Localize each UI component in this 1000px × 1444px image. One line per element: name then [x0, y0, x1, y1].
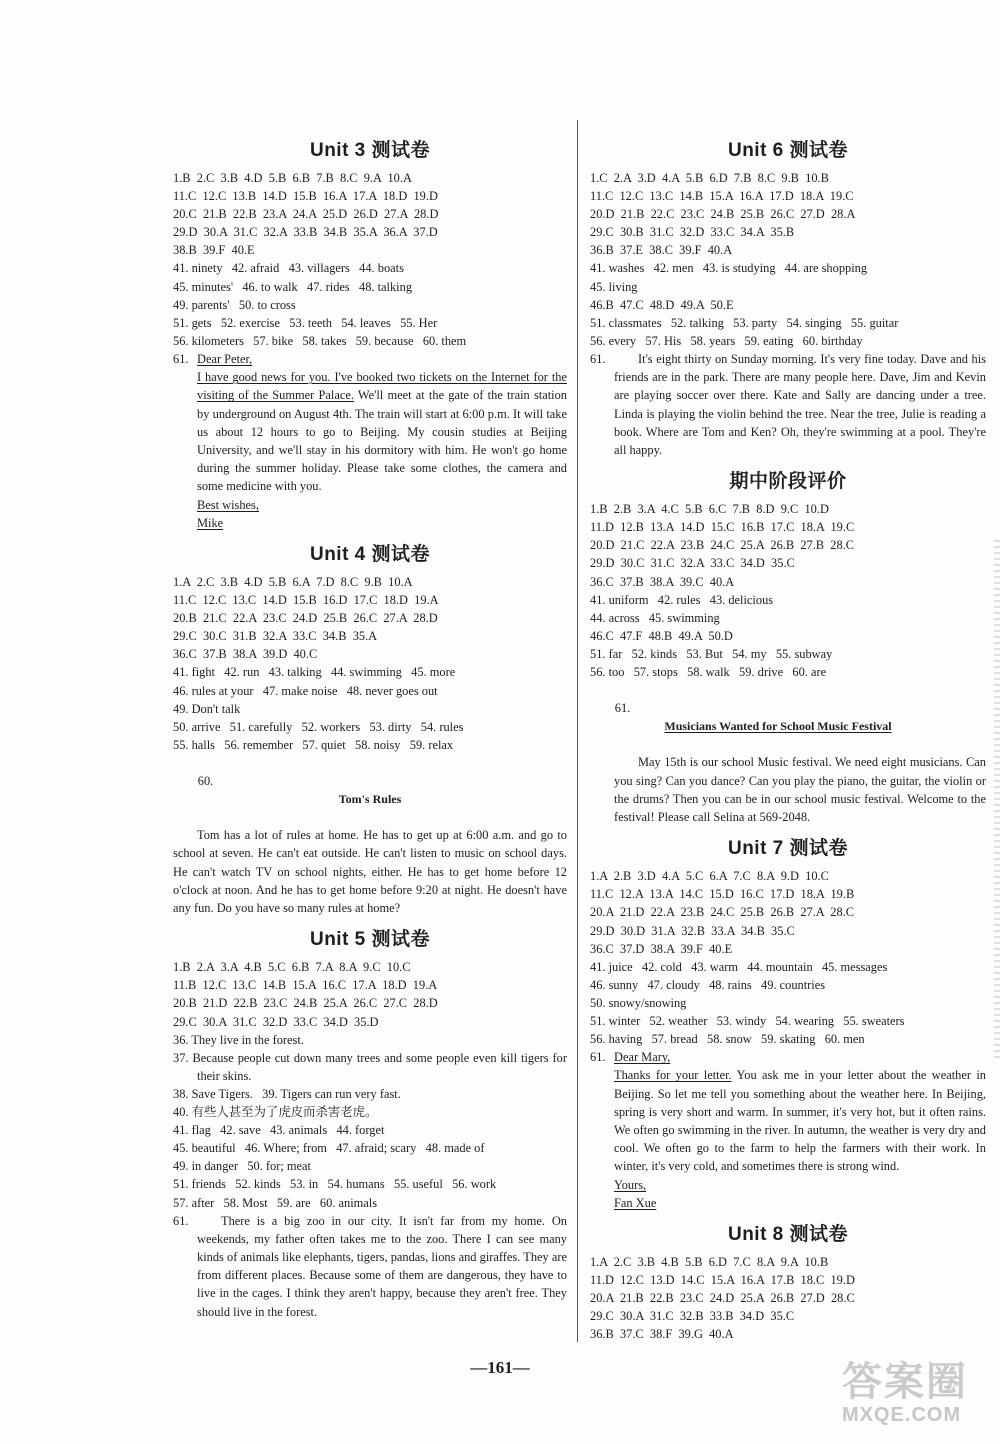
answer-row: 36.B 37.E 38.C 39.F 40.A [590, 243, 733, 258]
answer-rows [173, 573, 567, 754]
answer-row: 20.A 21.B 22.B 23.C 24.D 25.A 26.B 27.D 28.C [590, 1291, 855, 1306]
answer-rows [590, 1253, 986, 1343]
page-number: —161— [470, 1358, 530, 1377]
answer-row: 49. parents' 50. to cross [173, 297, 296, 312]
answer-row: 11.D 12.B 13.A 14.D 15.C 16.B 17.C 18.A 19.C [590, 520, 855, 535]
watermark-url: MXQE.COM [842, 1404, 962, 1426]
answer-row: 11.D 12.C 13.D 14.C 15.A 16.A 17.B 18.C 19.D [590, 1273, 855, 1288]
unit7-section [590, 836, 986, 1212]
letter-greeting: Dear Peter, [197, 351, 253, 366]
answer-row: 51. gets 52. exercise 53. teeth 54. leaves 55. Her [173, 315, 438, 330]
answer-row: 29.D 30.D 31.A 32.B 33.A 34.B 35.C [590, 923, 795, 938]
answer-row: 20.B 21.C 22.A 23.C 24.D 25.B 26.C 27.A 28.D [173, 611, 438, 626]
answer-row: 29.D 30.A 31.C 32.A 33.B 34.B 35.A 36.A 37.D [173, 225, 438, 240]
answer-row: 41. flag 42. save 43. animals 44. forget [173, 1123, 385, 1138]
answer-row: 1.B 2.B 3.A 4.C 5.B 6.C 7.B 8.D 9.C 10.D [590, 502, 829, 517]
answer-row: 20.D 21.C 22.A 23.B 24.C 25.A 26.B 27.B 28.C [590, 538, 855, 553]
answer-row: 11.B 12.C 13.C 14.B 15.A 16.C 17.A 18.D 19.A [173, 978, 438, 993]
section-title: Unit 4 测试卷 [309, 543, 431, 565]
answer-row: 51. friends 52. kinds 53. in 54. humans 55. useful 56. work [173, 1177, 497, 1192]
watermark-logo-text: 答案圈 [842, 1360, 968, 1404]
essay-body: Tom has a lot of rules at home. He has to get up at 6:00 a.m. and go to school at seven. He can't eat outside. He can't listen to music on school days. He can't watch TV on school nights, either. He has to get home before 12 o'clock at noon. And he has to get home before 9:20 at night. He doesn't have any fun. Do you have so many rules at home? [173, 828, 567, 916]
answer-row: 56. kilometers 57. bike 58. takes 59. because 60. them [173, 333, 467, 348]
answer-row: 51. classmates 52. talking 53. party 54. singing 55. guitar [590, 315, 899, 330]
answer-row: 1.A 2.C 3.B 4.D 5.B 6.A 7.D 8.C 9.B 10.A [173, 574, 413, 589]
answer-row: 36.C 37.D 38.A 39.F 40.E [590, 941, 733, 956]
answer-row: 20.D 21.B 22.C 23.C 24.B 25.B 26.C 27.D 28.A [590, 207, 856, 222]
letter-body: We'll meet at the gate of the train station by underground on August 4th. The train will start at 6:00 p.m. It will take us about 12 hours to go to Beijing. My cousin studies at Beijing University, and we'll stay in his dormitory with him. He won't go home during the summer holiday. Please take some clothes, the camera and some medicine with you. [197, 388, 567, 494]
answer-row: 44. across 45. swimming [590, 610, 720, 625]
answer-row: 51. far 52. kinds 53. But 54. my 55. subway [590, 646, 833, 661]
answer-row: 20.A 21.D 22.A 23.B 24.C 25.B 26.B 27.A 28.C [590, 905, 855, 920]
answer-row: 56. every 57. His 58. years 59. eating 60. birthday [590, 333, 863, 348]
answer-row: 45. beautiful 46. Where; from 47. afraid; scary 48. made of [173, 1141, 485, 1156]
answer-row: 38. Save Tigers. 39. Tigers can run very fast. [173, 1086, 401, 1101]
essay-heading-row [590, 681, 986, 753]
answer-rows [173, 169, 567, 350]
answer-row: 11.C 12.A 13.A 14.C 15.D 16.C 17.D 18.A 19.B [590, 887, 855, 902]
answer-rows [590, 867, 986, 1048]
answer-row: 36. They live in the forest. [173, 1032, 304, 1047]
unit8-section [590, 1222, 986, 1343]
question-number: 61. [614, 701, 631, 716]
answer-row: 41. fight 42. run 43. talking 44. swimming 45. more [173, 665, 456, 680]
answer-row: 1.B 2.A 3.A 4.B 5.C 6.B 7.A 8.A 9.C 10.C [173, 960, 411, 975]
answer-row: 45. living [590, 279, 638, 294]
answer-row: 36.C 37.B 38.A 39.C 40.A [590, 574, 735, 589]
answer-row: 56. too 57. stops 58. walk 59. drive 60. are [590, 665, 827, 679]
answer-row: 29.C 30.B 31.C 32.D 33.C 34.A 35.B [590, 225, 795, 240]
answer-row: 41. washes 42. men 43. is studying 44. are shopping [590, 261, 868, 276]
answer-rows [590, 169, 986, 350]
answer-row: 29.C 30.C 31.B 32.A 33.C 34.B 35.A [173, 629, 378, 644]
answer-row: 1.A 2.C 3.B 4.B 5.B 6.D 7.C 8.A 9.A 10.B [590, 1255, 829, 1270]
answer-row: 41. uniform 42. rules 43. delicious [590, 592, 774, 607]
answer-row: 29.C 30.A 31.C 32.B 33.B 34.D 35.C [590, 1309, 795, 1324]
letter-body: You ask me in your letter about the weather in Beijing. So let me tell you something about the weather here. In Beijing, spring is very short and warm. In summer, it's very hot, but it often rains. We often go swimming in the river. In autumn, the weather is very dry and cool. We often go to the farm to help the farmers with their work. In winter, it's very cold, and sometimes there is strong wind. [614, 1068, 987, 1174]
section-title: Unit 6 测试卷 [727, 140, 849, 161]
answer-row: 1.C 2.A 3.D 4.A 5.B 6.D 7.B 8.C 9.B 10.B [590, 171, 829, 185]
letter-underlined-sentence: Thanks for your letter. [614, 1068, 732, 1083]
answer-row: 37. Because people cut down many trees and some people even kill tigers for their skins. [173, 1050, 567, 1083]
section-title: 期中阶段评价 [729, 471, 847, 493]
essay-answer [590, 350, 986, 459]
answer-row: 51. winter 52. weather 53. windy 54. wearing 55. sweaters [590, 1014, 905, 1029]
letter-signature: Mike [197, 515, 224, 530]
section-title: Unit 5 测试卷 [309, 929, 431, 951]
question-number: 61. [590, 351, 606, 366]
unit4-section [173, 542, 567, 917]
answer-row: 49. Don't talk [173, 701, 241, 716]
unit3-section [173, 138, 567, 532]
question-number: 61. [173, 351, 189, 366]
question-number: 60. [197, 774, 214, 788]
letter-closing: Best wishes, [197, 497, 259, 512]
essay-answer [173, 1212, 567, 1321]
answer-row: 38.B 39.F 40.E [173, 243, 255, 258]
answer-row: 41. juice 42. cold 43. warm 44. mountain 45. messages [590, 959, 888, 974]
answer-row: 46.B 47.C 48.D 49.A 50.E [590, 297, 734, 312]
essay-answer [590, 1048, 986, 1212]
answer-rows [173, 958, 567, 1211]
essay-answer [173, 350, 567, 532]
answer-row: 1.B 2.C 3.B 4.D 5.B 6.B 7.B 8.C 9.A 10.A [173, 171, 412, 185]
page-edge-shadow [994, 540, 1000, 1060]
letter-underlined-sentence: I have good news for you. I've booked two tickets on the Internet for the visiting of the Summer Palace. [197, 370, 567, 403]
answer-row: 45. minutes' 46. to walk 47. rides 48. talking [173, 279, 413, 294]
question-number: 61. [590, 1050, 606, 1065]
answer-row: 55. halls 56. remember 57. quiet 58. noisy 59. relax [173, 737, 454, 752]
section-title: Unit 7 测试卷 [727, 838, 849, 860]
essay-title: Tom's Rules [338, 792, 402, 807]
answer-row: 40. 有些人甚至为了虎皮而杀害老虎。 [173, 1105, 378, 1120]
midterm-section [590, 469, 986, 826]
answer-row: 46. sunny 47. cloudy 48. rains 49. countries [590, 977, 826, 992]
answer-row: 50. snowy/snowing [590, 995, 687, 1010]
unit5-section [173, 927, 567, 1321]
letter-greeting: Dear Mary, [614, 1050, 671, 1065]
answer-row: 46. rules at your 47. make noise 48. never goes out [173, 683, 438, 698]
essay-body: There is a big zoo in our city. It isn't far from my home. On weekends, my father often takes me to the zoo. There I can see many kinds of animals like elephants, tigers, pandas, lions and giraffes. They are from different places. Because some of them are dangerous, they have to live in the cages. I think they aren't happy, because they aren't free. They should live in the forest. [197, 1213, 567, 1319]
answer-row: 49. in danger 50. for; meat [173, 1159, 311, 1174]
answer-row: 29.C 30.A 31.C 32.D 33.C 34.D 35.D [173, 1014, 379, 1029]
answer-row: 29.D 30.C 31.C 32.A 33.C 34.D 35.C [590, 556, 795, 571]
answer-row: 36.B 37.C 38.F 39.G 40.A [590, 1327, 734, 1342]
answer-row: 57. after 58. Most 59. are 60. animals [173, 1195, 378, 1210]
answer-row: 11.C 12.C 13.B 14.D 15.B 16.A 17.A 18.D 19.D [173, 189, 438, 204]
answer-row: 11.C 12.C 13.C 14.D 15.B 16.D 17.C 18.D 19.A [173, 593, 439, 608]
answer-row: 36.C 37.B 38.A 39.D 40.C [173, 647, 318, 662]
essay-title: Musicians Wanted for School Music Festival [664, 719, 892, 734]
answer-row: 20.C 21.B 22.B 23.A 24.A 25.D 26.D 27.A 28.D [173, 207, 439, 222]
right-column [590, 128, 986, 1344]
answer-row: 20.B 21.D 22.B 23.C 24.B 25.A 26.C 27.C 28.D [173, 996, 438, 1011]
answer-row: 50. arrive 51. carefully 52. workers 53. dirty 54. rules [173, 719, 464, 734]
site-watermark [842, 1360, 992, 1440]
answer-row: 41. ninety 42. afraid 43. villagers 44. boats [173, 261, 404, 276]
essay-body: It's eight thirty on Sunday morning. It's very fine today. Dave and his friends are in the park. There are many people here. Dave, Jim and Kevin are playing soccer over there. Kate and Sally are dancing under a tree. Linda is playing the violin behind the tree. Near the tree, Julie is reading a book. Where are Tom and Ken? Oh, they're swimming at a pool. They're all happy. [614, 351, 986, 457]
section-title: Unit 8 测试卷 [727, 1224, 849, 1246]
letter-signature: Fan Xue [614, 1195, 657, 1210]
answer-row: 11.C 12.C 13.C 14.B 15.A 16.A 17.D 18.A 19.C [590, 189, 854, 204]
question-number: 61. [173, 1213, 189, 1228]
answer-row: 1.A 2.B 3.D 4.A 5.C 6.A 7.C 8.A 9.D 10.C [590, 869, 829, 884]
answer-row: 56. having 57. bread 58. snow 59. skating 60. men [590, 1032, 865, 1047]
essay-heading-row [173, 754, 567, 826]
left-column [173, 128, 567, 1321]
column-divider [577, 120, 578, 1342]
answer-rows [590, 500, 986, 681]
essay-body: May 15th is our school Music festival. We need eight musicians. Can you sing? Can you dance? Can you play the piano, the guitar, the violin or the drums? Then you can be in our school music festival. Welcome to the festival! Please call Selina at 569-2048. [614, 755, 986, 825]
section-title: Unit 3 测试卷 [309, 140, 431, 161]
unit6-section [590, 138, 986, 459]
letter-closing: Yours, [614, 1177, 647, 1192]
answer-row: 46.C 47.F 48.B 49.A 50.D [590, 628, 733, 643]
